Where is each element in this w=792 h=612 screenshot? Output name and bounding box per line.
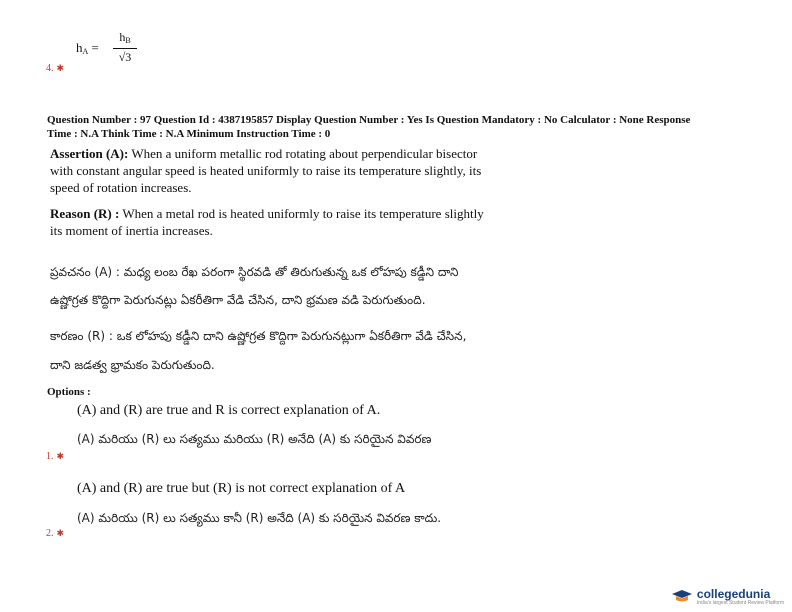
- graduation-cap-icon: [671, 589, 693, 605]
- formula-numerator: [113, 30, 137, 49]
- telugu-assertion-line1: ప్రవచనం (A) : మధ్య లంబ రేఖ పరంగా స్థిరవడి తో తిరుగుతున్న ఒక లోహపు కడ్డీని దాని: [50, 265, 459, 279]
- assertion: [50, 145, 481, 196]
- option-1-english[interactable]: (A) and (R) are true and R is correct explanation of A.: [77, 403, 381, 418]
- prev-option-number: [46, 63, 64, 74]
- question-meta-line1: Question Number : 97 Question Id : 4387195857 Display Question Number : Yes Is Question Mandatory : No Calculator : None Response: [47, 114, 691, 126]
- star-icon: ✱: [56, 63, 65, 73]
- logo-tagline: India's largest Student Review Platform: [696, 600, 784, 606]
- assertion-line2: with constant angular speed is heated uniformly to raise its temperature slightly, its: [50, 163, 482, 178]
- formula-num-var: h: [119, 30, 126, 44]
- option-2-number-text: 2.: [46, 528, 54, 539]
- question-meta-line2: Time : N.A Think Time : N.A Minimum Instruction Time : 0: [47, 128, 331, 140]
- telugu-reason-line1: కారణం (R) : ఒక లోహపు కడ్డీని దాని ఉష్ణోగ్రత కొద్దిగా పెరుగునట్లుగా ఏకరీతిగా వేడి చేసిన,: [50, 329, 467, 343]
- question-meta: [47, 113, 757, 141]
- collegedunia-logo: [671, 588, 784, 606]
- formula-num-sub: B: [125, 36, 131, 45]
- option-1-telugu[interactable]: (A) మరియు (R) లు సత్యము మరియు (R) అనేది (A) కు సరియైన వివరణ: [77, 432, 432, 446]
- formula-fraction: [113, 30, 137, 65]
- reason-line2: its moment of inertia increases.: [50, 223, 213, 238]
- option-1-number-text: 1.: [46, 451, 54, 462]
- formula-lhs-sub: A: [82, 47, 89, 56]
- option-1-number[interactable]: [46, 451, 64, 462]
- options-label: Options :: [47, 386, 91, 398]
- assertion-label: Assertion (A):: [50, 146, 129, 161]
- formula-denominator: √3: [118, 50, 132, 64]
- telugu-assertion-line2: ఉష్ణోగ్రత కొద్దిగా పెరుగునట్లు ఏకరీతిగా వేడి చేసిన, దాని భ్రమణ వడి పెరుగుతుంది.: [50, 293, 426, 307]
- assertion-line3: speed of rotation increases.: [50, 180, 192, 195]
- formula-lhs: [76, 40, 99, 56]
- option-2-number[interactable]: [46, 528, 64, 539]
- reason: [50, 205, 484, 239]
- star-icon: ✱: [56, 528, 65, 538]
- prev-option-number-text: 4.: [46, 63, 54, 74]
- formula-equals: =: [91, 40, 99, 55]
- reason-label: Reason (R) :: [50, 206, 120, 221]
- logo-name: collegedunia: [696, 587, 771, 601]
- star-icon: ✱: [56, 451, 65, 461]
- assertion-line1: When a uniform metallic rod rotating about perpendicular bisector: [128, 146, 478, 161]
- option-2-telugu[interactable]: (A) మరియు (R) లు సత్యము కానీ (R) అనేది (A) కు సరియైన వివరణ కాదు.: [77, 511, 442, 525]
- formula-lhs-var: h: [76, 40, 83, 55]
- reason-line1: When a metal rod is heated uniformly to raise its temperature slightly: [119, 206, 484, 221]
- telugu-reason-line2: దాని జడత్వ భ్రామకం పెరుగుతుంది.: [50, 358, 215, 372]
- option-2-english[interactable]: (A) and (R) are true but (R) is not correct explanation of A: [77, 481, 406, 496]
